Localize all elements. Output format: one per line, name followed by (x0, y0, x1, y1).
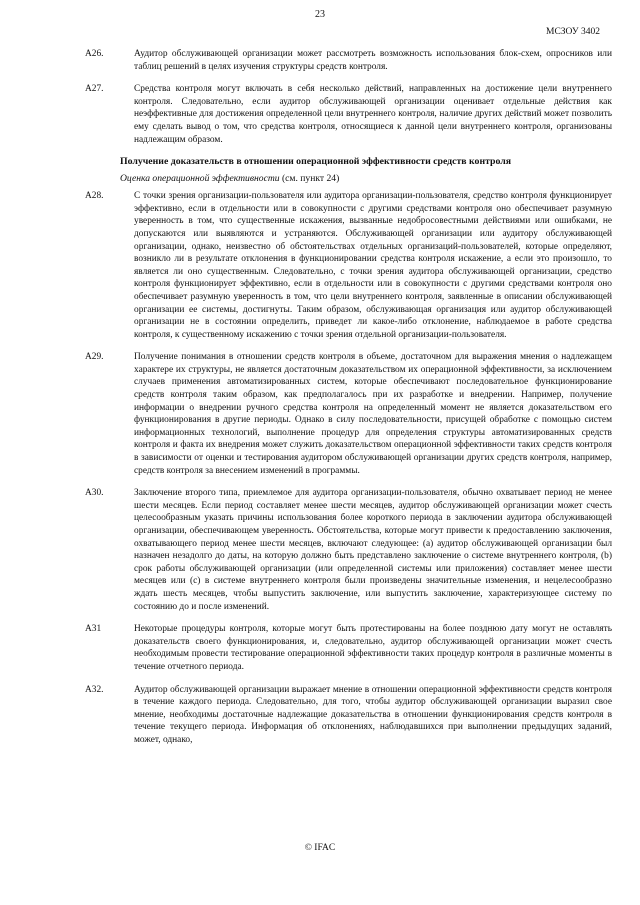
document-code: МСЗОУ 3402 (546, 27, 600, 37)
paragraph-number: A26. (85, 49, 104, 59)
paragraph-text: Средства контроля могут включать в себя несколько действий, направленных на достижение цели внутреннего контроля. Следовательно, если аудитор обслуживающей организации оценивает отдельные действия как неэффективные для достижения определенной цели внутреннего контроля, наличие других действий может позволить ему сделать вывод о том, что средства контроля, относящиеся к данной цели внутреннего контроля, организованы надлежащим образом. (134, 84, 612, 145)
paragraph-text: С точки зрения организации-пользователя или аудитора организации-пользователя, средство контроля функционирует эффективно, если в отдельности или в совокупности с другими средствами контроля оно обеспечивает разумную уверенность в том, что существенные искажения, вызванные недобросовестными действиями или ошибками, не допускаются или выявляются и устраняются. Обслуживающей организации или аудитору обслуживающей организации, однако, неизвестно об обстоятельствах отдельных организаций-пользователей, которые определяют, возникло ли в результате отклонения в функционировании средства контроля искажение, а если это произошло, то является ли оно существенным. Следовательно, с точки зрения аудитора обслуживающей организации, средство контроля функционирует эффективно, если в отдельности или в совокупности с другими средствами контроля оно обеспечивает разумную уверенность в том, что цели внутреннего контроля, заявленные в описании обслуживающей организации ее системы, достигнуты. Таким образом, обслуживающая организация или аудитор обслуживающей организации не в состоянии определить, приведет ли какое-либо отклонение, наблюдаемое в работе средства контроля, к существенному искажению с точки зрения отдельной организации-пользователя. (134, 191, 612, 340)
paragraph-a31 (85, 623, 612, 673)
copyright-footer: © IFAC (304, 843, 336, 853)
paragraph-number: A31 (85, 624, 102, 635)
paragraph-text: Некоторые процедуры контроля, которые могут быть протестированы на более позднюю дату могут не оставлять доказательств своего функционирования, и, следовательно, аудитор обслуживающей организации может счесть необходимым провести тестирование операционной эффективности таких процедур контроля в различные моменты в течение отчетного периода. (134, 624, 612, 672)
paragraph-number: A32. (85, 684, 104, 695)
page-number: 23 (315, 9, 325, 20)
paragraph-text: Получение понимания в отношении средств контроля в объеме, достаточном для выражения мнения о надлежащем характере их структуры, не является достаточным доказательством их операционной эффективности, за исключением случаев применения автоматизированных систем, которые обеспечивают последовательное функционирование средств контроля таким образом, как предполагалось при их разработке и внедрении. Например, получение информации о внедрении ручного средства контроля на определенный момент не является доказательством его функционирования в другие периоды. Однако в силу последовательности, присущей обработке с помощью систем информационных технологий, выполнение процедур для определения структуры автоматизированных средств контроля и факта их внедрения может служить доказательством операционной эффективности таких средств контроля в зависимости от оценки и тестирования аудитором обслуживающей организации других средств контроля, например, средств контроля за внесением изменений в программы. (134, 352, 612, 476)
paragraph-a26 (85, 48, 612, 73)
body-text (85, 48, 612, 757)
paragraph-text: Аудитор обслуживающей организации может рассмотреть возможность использования блок-схем, опросников или таблиц решений в целях изучения структуры средств контроля. (134, 49, 612, 72)
paragraph-a28 (85, 190, 612, 341)
section-heading: Получение доказательств в отношении операционной эффективности средств контроля (120, 156, 512, 168)
paragraph-number: A28. (85, 191, 104, 202)
paragraph-a27 (85, 83, 612, 146)
subsection-heading (120, 173, 612, 184)
paragraph-a29 (85, 351, 612, 477)
paragraph-number: A30. (85, 488, 104, 499)
paragraph-a30 (85, 487, 612, 613)
subsection-reference: (см. пункт 24) (279, 173, 340, 185)
paragraph-number: A29. (85, 352, 104, 363)
subsection-title: Оценка операционной эффективности (120, 173, 280, 185)
paragraph-a32 (85, 684, 612, 747)
paragraph-number: A27. (85, 84, 104, 95)
paragraph-text: Аудитор обслуживающей организации выражает мнение в отношении операционной эффективности средств контроля в течение каждого периода. Следовательно, для того, чтобы аудитор обслуживающей организации выразил свое мнение, необходимы достаточные надлежащие доказательства в отношении функционирования средств контроля в течение текущего периода. Информация об отклонениях, наблюдавшихся при выполнении предыдущих заданий, может, однако, (134, 684, 612, 745)
paragraph-text: Заключение второго типа, приемлемое для аудитора организации-пользователя, обычно охватывает период не менее шести месяцев. Если период составляет менее шести месяцев, аудитор обслуживающей организации может счесть целесообразным указать причины использования более короткого периода в заключении аудитора обслуживающей организации, обеспечивающем уверенность. Обстоятельства, которые могут привести к предоставлению заключения, охватывающего период менее шести месяцев, включают следующее: (a) аудитор обслуживающей организации был назначен незадолго до даты, на которую должно быть представлено заключение о системе внутреннего контроля, (b) срок работы обслуживающей организации (или определенной системы или приложения) составляет менее шести месяцев или (c) в системе внутреннего контроля были произведены значительные изменения, и нецелесообразно ждать шесть месяцев, чтобы выпустить заключение, или выпустить заключение, характеризующее систему по состоянию до и после изменений. (134, 488, 612, 612)
